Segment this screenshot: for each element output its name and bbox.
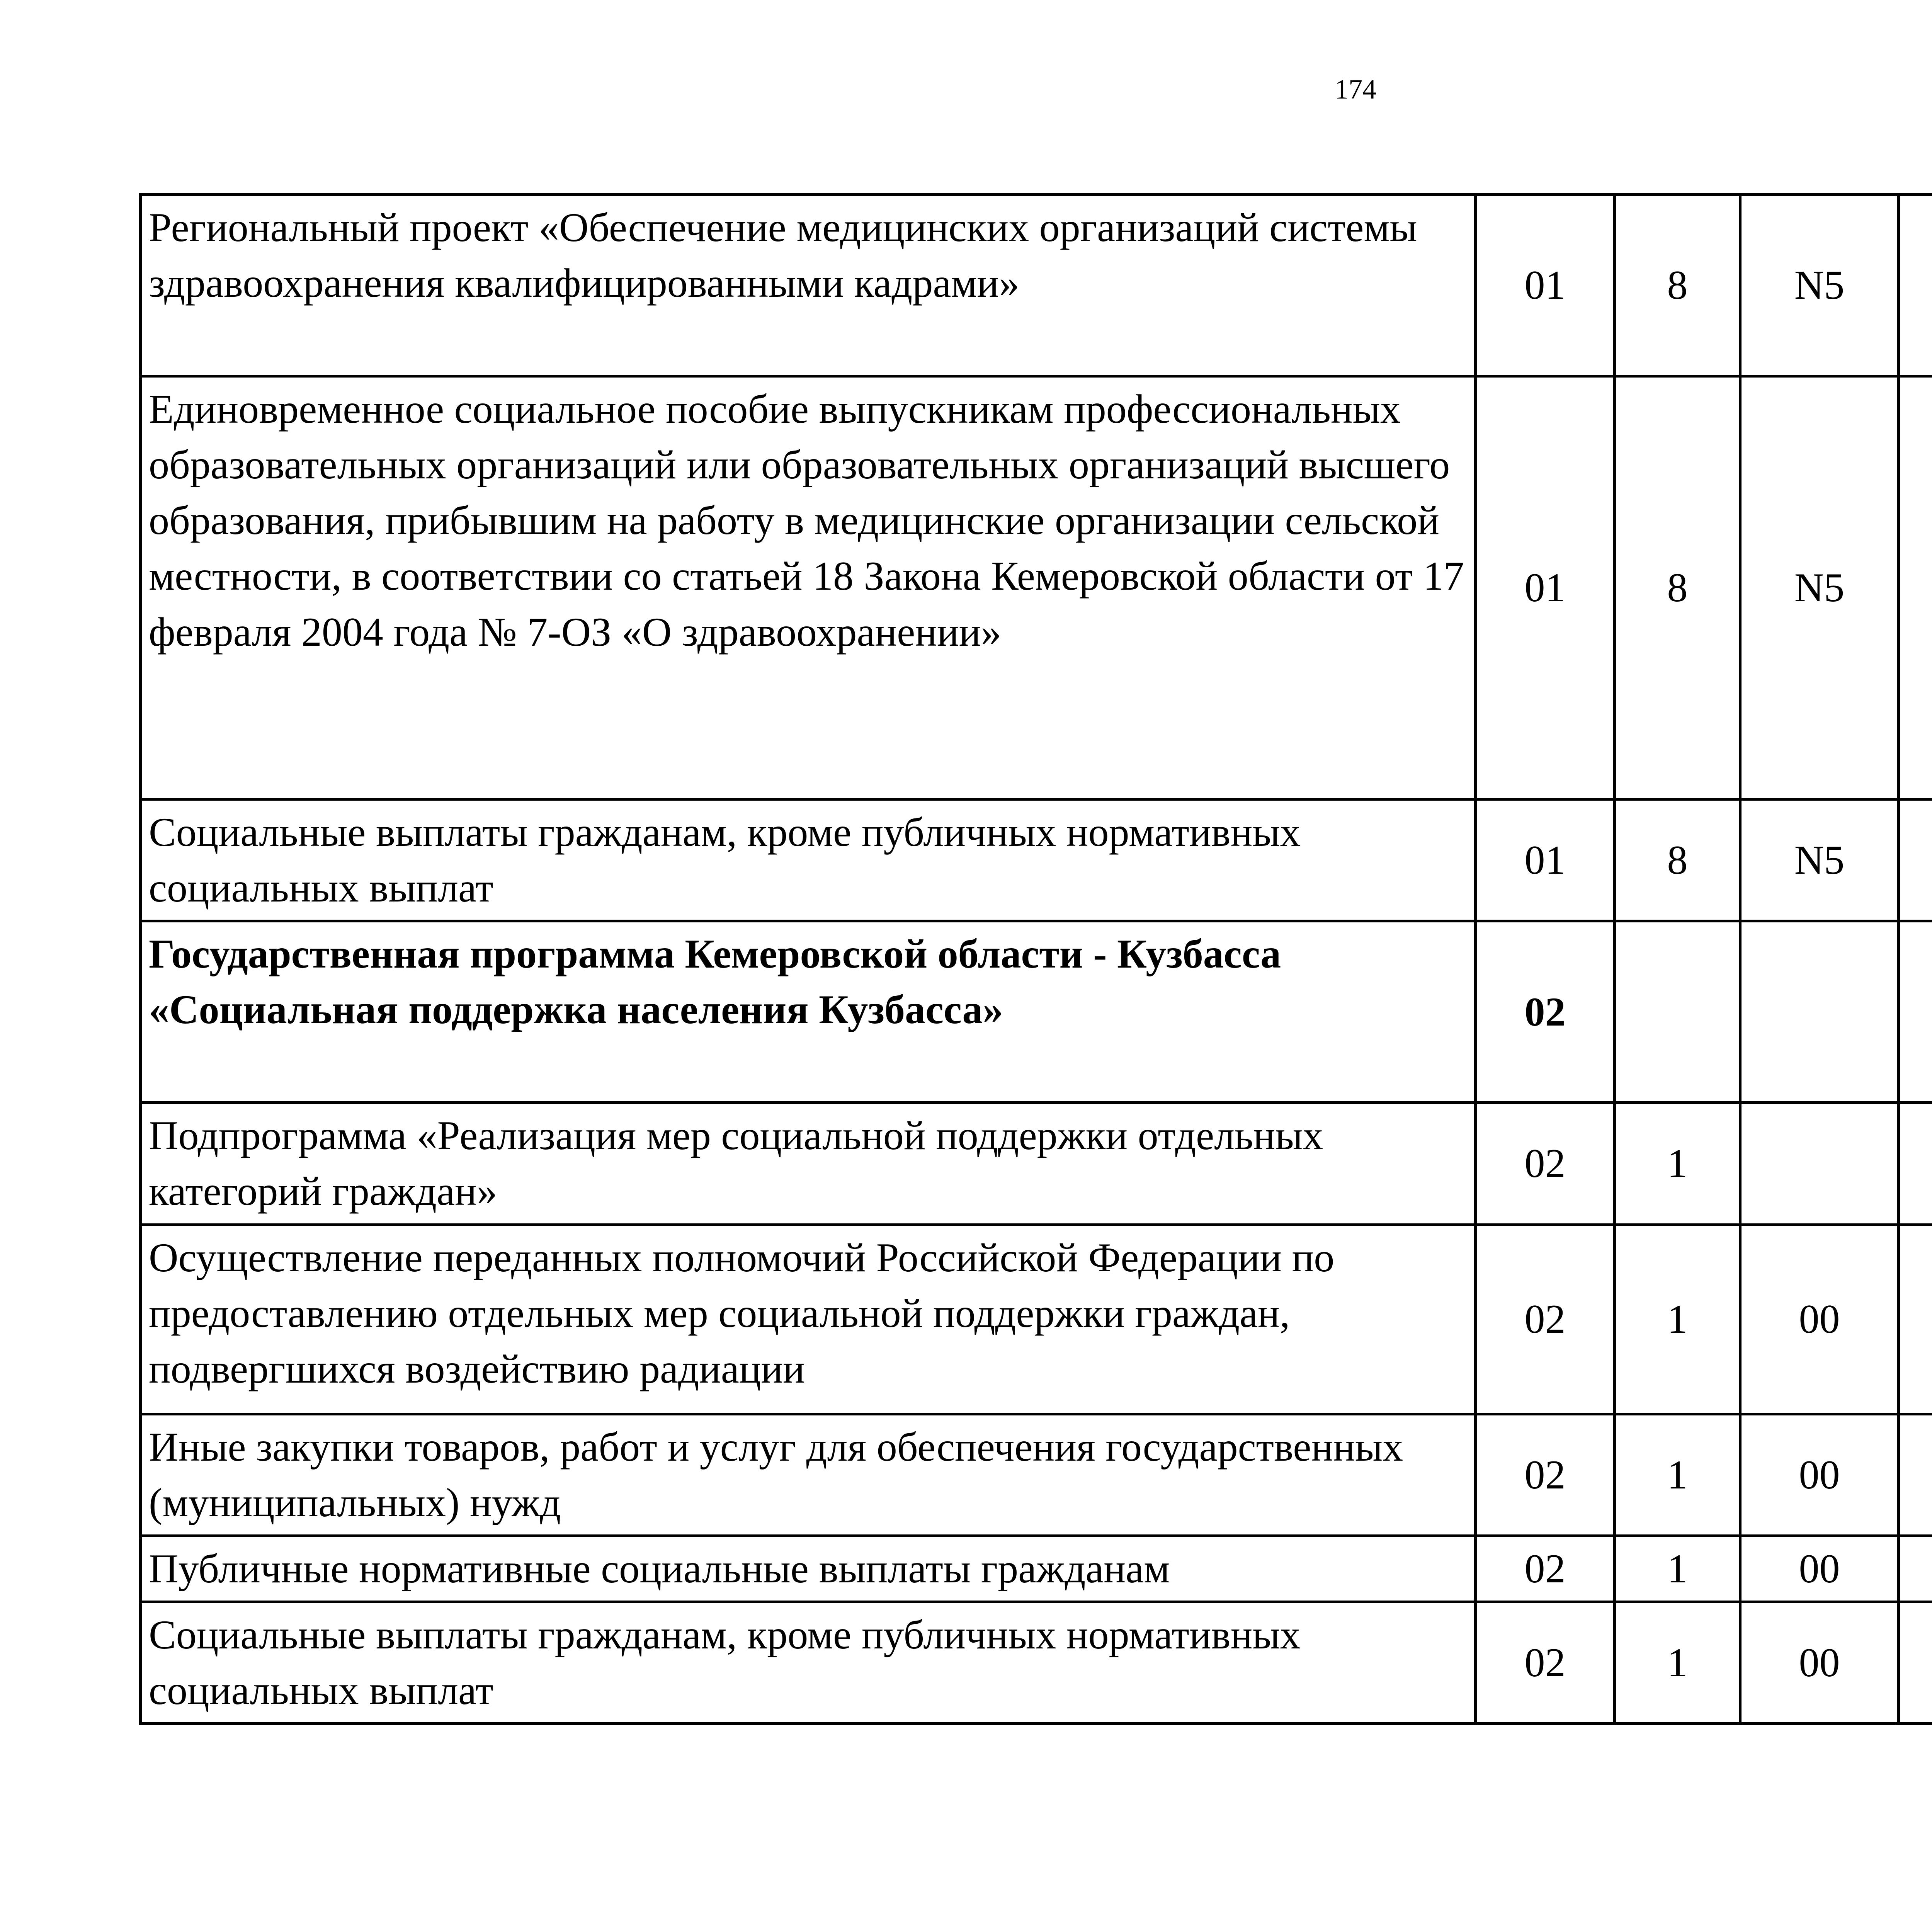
- row-description: Единовременное социальное пособие выпускникам профессиональных образовательных организаций или образовательных организаций высшего образования, прибывшим на работу в медицинские организации сельской местности, в соответствии со статьей 18 Закона Кемеровской области от 17 февраля 2004 года № 7-ОЗ «О здравоохранении»: [141, 376, 1476, 799]
- table-row-program-total: [141, 921, 1932, 1103]
- expense-code: [1899, 376, 1932, 799]
- subprogram-code: 1: [1615, 1536, 1740, 1602]
- table-row: [141, 376, 1932, 799]
- program-code: 01: [1476, 376, 1615, 799]
- program-code: 02: [1476, 1536, 1615, 1602]
- subprogram-code: 1: [1615, 1225, 1740, 1414]
- program-code: 02: [1476, 1414, 1615, 1536]
- expense-code: [1899, 1536, 1932, 1602]
- program-code: 02: [1476, 1225, 1615, 1414]
- subprogram-code: [1615, 921, 1740, 1103]
- program-code: 02: [1476, 921, 1615, 1103]
- subprogram-code: 1: [1615, 1103, 1740, 1225]
- table-row: [141, 1536, 1932, 1602]
- budget-table: [139, 193, 1932, 1725]
- program-code: 01: [1476, 195, 1615, 376]
- table-row: [141, 1602, 1932, 1724]
- expense-code: [1899, 1602, 1932, 1724]
- expense-code: [1899, 1225, 1932, 1414]
- table-row: [141, 1414, 1932, 1536]
- expense-code: [1899, 1103, 1932, 1225]
- direction-code: N5: [1740, 376, 1899, 799]
- row-description: Подпрограмма «Реализация мер социальной поддержки отдельных категорий граждан»: [141, 1103, 1476, 1225]
- subprogram-code: 1: [1615, 1414, 1740, 1536]
- direction-code: 00: [1740, 1414, 1899, 1536]
- row-description: Иные закупки товаров, работ и услуг для обеспечения государственных (муниципальных) нужд: [141, 1414, 1476, 1536]
- program-code: 01: [1476, 799, 1615, 921]
- subprogram-code: 1: [1615, 1602, 1740, 1724]
- subprogram-code: 8: [1615, 799, 1740, 921]
- table-row: [141, 1225, 1932, 1414]
- direction-code: N5: [1740, 195, 1899, 376]
- direction-code: 00: [1740, 1602, 1899, 1724]
- table-row: [141, 1103, 1932, 1225]
- expense-code: [1899, 799, 1932, 921]
- table-row: [141, 799, 1932, 921]
- direction-code: [1740, 921, 1899, 1103]
- expense-code: [1899, 921, 1932, 1103]
- row-description: Социальные выплаты гражданам, кроме публичных нормативных социальных выплат: [141, 1602, 1476, 1724]
- row-description: Публичные нормативные социальные выплаты гражданам: [141, 1536, 1476, 1602]
- direction-code: [1740, 1103, 1899, 1225]
- table-row: [141, 195, 1932, 376]
- direction-code: 00: [1740, 1536, 1899, 1602]
- row-description: Осуществление переданных полномочий Российской Федерации по предоставлению отдельных мер социальной поддержки граждан, подвергшихся воздействию радиации: [141, 1225, 1476, 1414]
- row-description: Социальные выплаты гражданам, кроме публичных нормативных социальных выплат: [141, 799, 1476, 921]
- page-number: 174: [1335, 74, 1376, 105]
- row-description: Региональный проект «Обеспечение медицинских организаций системы здравоохранения квалифицированными кадрами»: [141, 195, 1476, 376]
- row-description: Государственная программа Кемеровской области - Кузбасса «Социальная поддержка населения Кузбасса»: [141, 921, 1476, 1103]
- direction-code: 00: [1740, 1225, 1899, 1414]
- expense-code: [1899, 195, 1932, 376]
- expense-code: [1899, 1414, 1932, 1536]
- direction-code: N5: [1740, 799, 1899, 921]
- subprogram-code: 8: [1615, 376, 1740, 799]
- subprogram-code: 8: [1615, 195, 1740, 376]
- program-code: 02: [1476, 1602, 1615, 1724]
- program-code: 02: [1476, 1103, 1615, 1225]
